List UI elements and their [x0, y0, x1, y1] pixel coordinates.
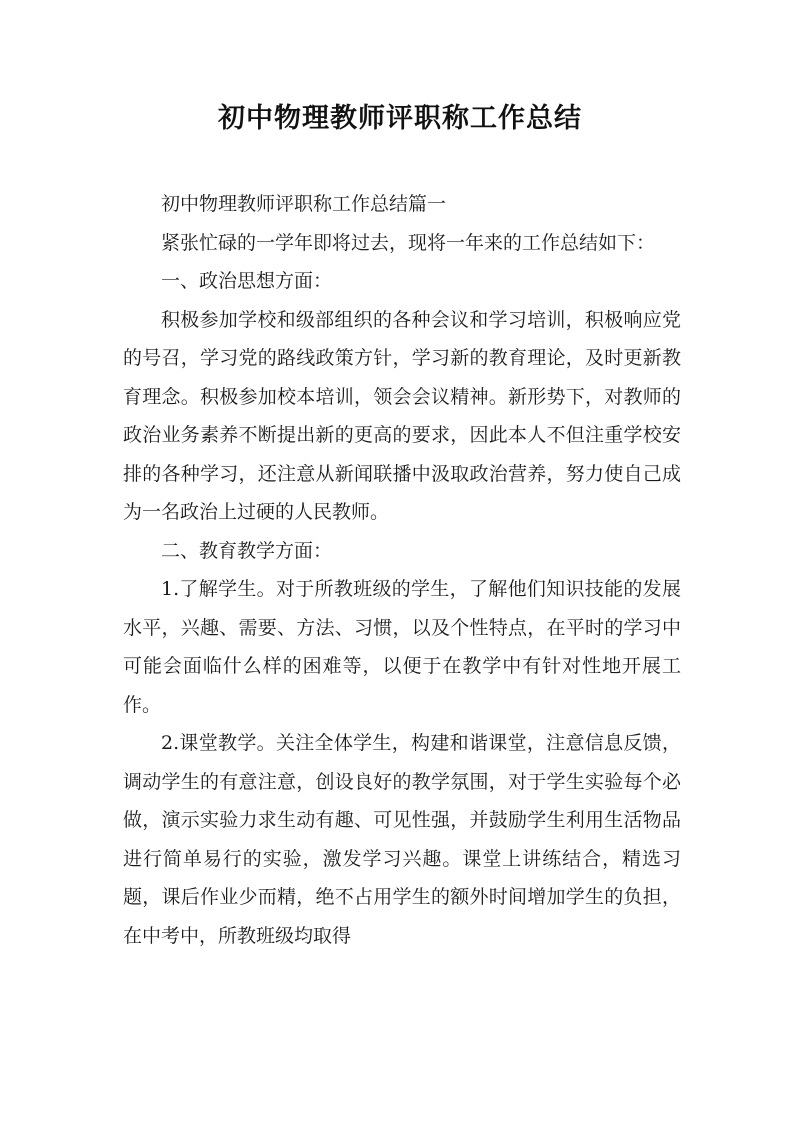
paragraph-understand-students: 1.了解学生。对于所教班级的学生，了解他们知识技能的发展水平，兴趣、需要、方法、习惯，以及个性特点，在平时的学习中可能会面临什么样的困难等，以便于在教学中有针对性地开展工作。 [123, 578, 681, 716]
subheading-politics: 一、政治思想方面： [161, 270, 333, 292]
intro-paragraph: 紧张忙碌的一学年即将过去，现将一年来的工作总结如下： [161, 231, 656, 254]
document-body [123, 185, 681, 955]
paragraph-politics: 积极参加学校和级部组织的各种会议和学习培训，积极响应党的号召，学习党的路线政策方针，学习新的教育理论，及时更新教育理念。积极参加校本培训，领会会议精神。新形势下，对教师的政治业务素养不断提出新的更高的要求，因此本人不但注重学校安排的各种学习，还注意从新闻联播中汲取政治营养，努力使自己成为一名政治上过硬的人民教师。 [123, 308, 681, 523]
document-title: 初中物理教师评职称工作总结 [218, 103, 582, 134]
subheading-teaching: 二、教育教学方面： [161, 539, 333, 562]
paragraph-classroom-teaching: 2.课堂教学。关注全体学生，构建和谐课堂，注意信息反馈，调动学生的有意注意，创设良好的教学氛围，对于学生实验每个必做，演示实验力求生动有趣、可见性强，并鼓励学生利用生活物品进行简单易行的实验，激发学习兴趣。课堂上讲练结合，精选习题，课后作业少而精，绝不占用学生的额外时间增加学生的负担，在中考中，所教班级均取得 [123, 732, 681, 947]
section-heading: 初中物理教师评职称工作总结篇一 [161, 193, 447, 215]
